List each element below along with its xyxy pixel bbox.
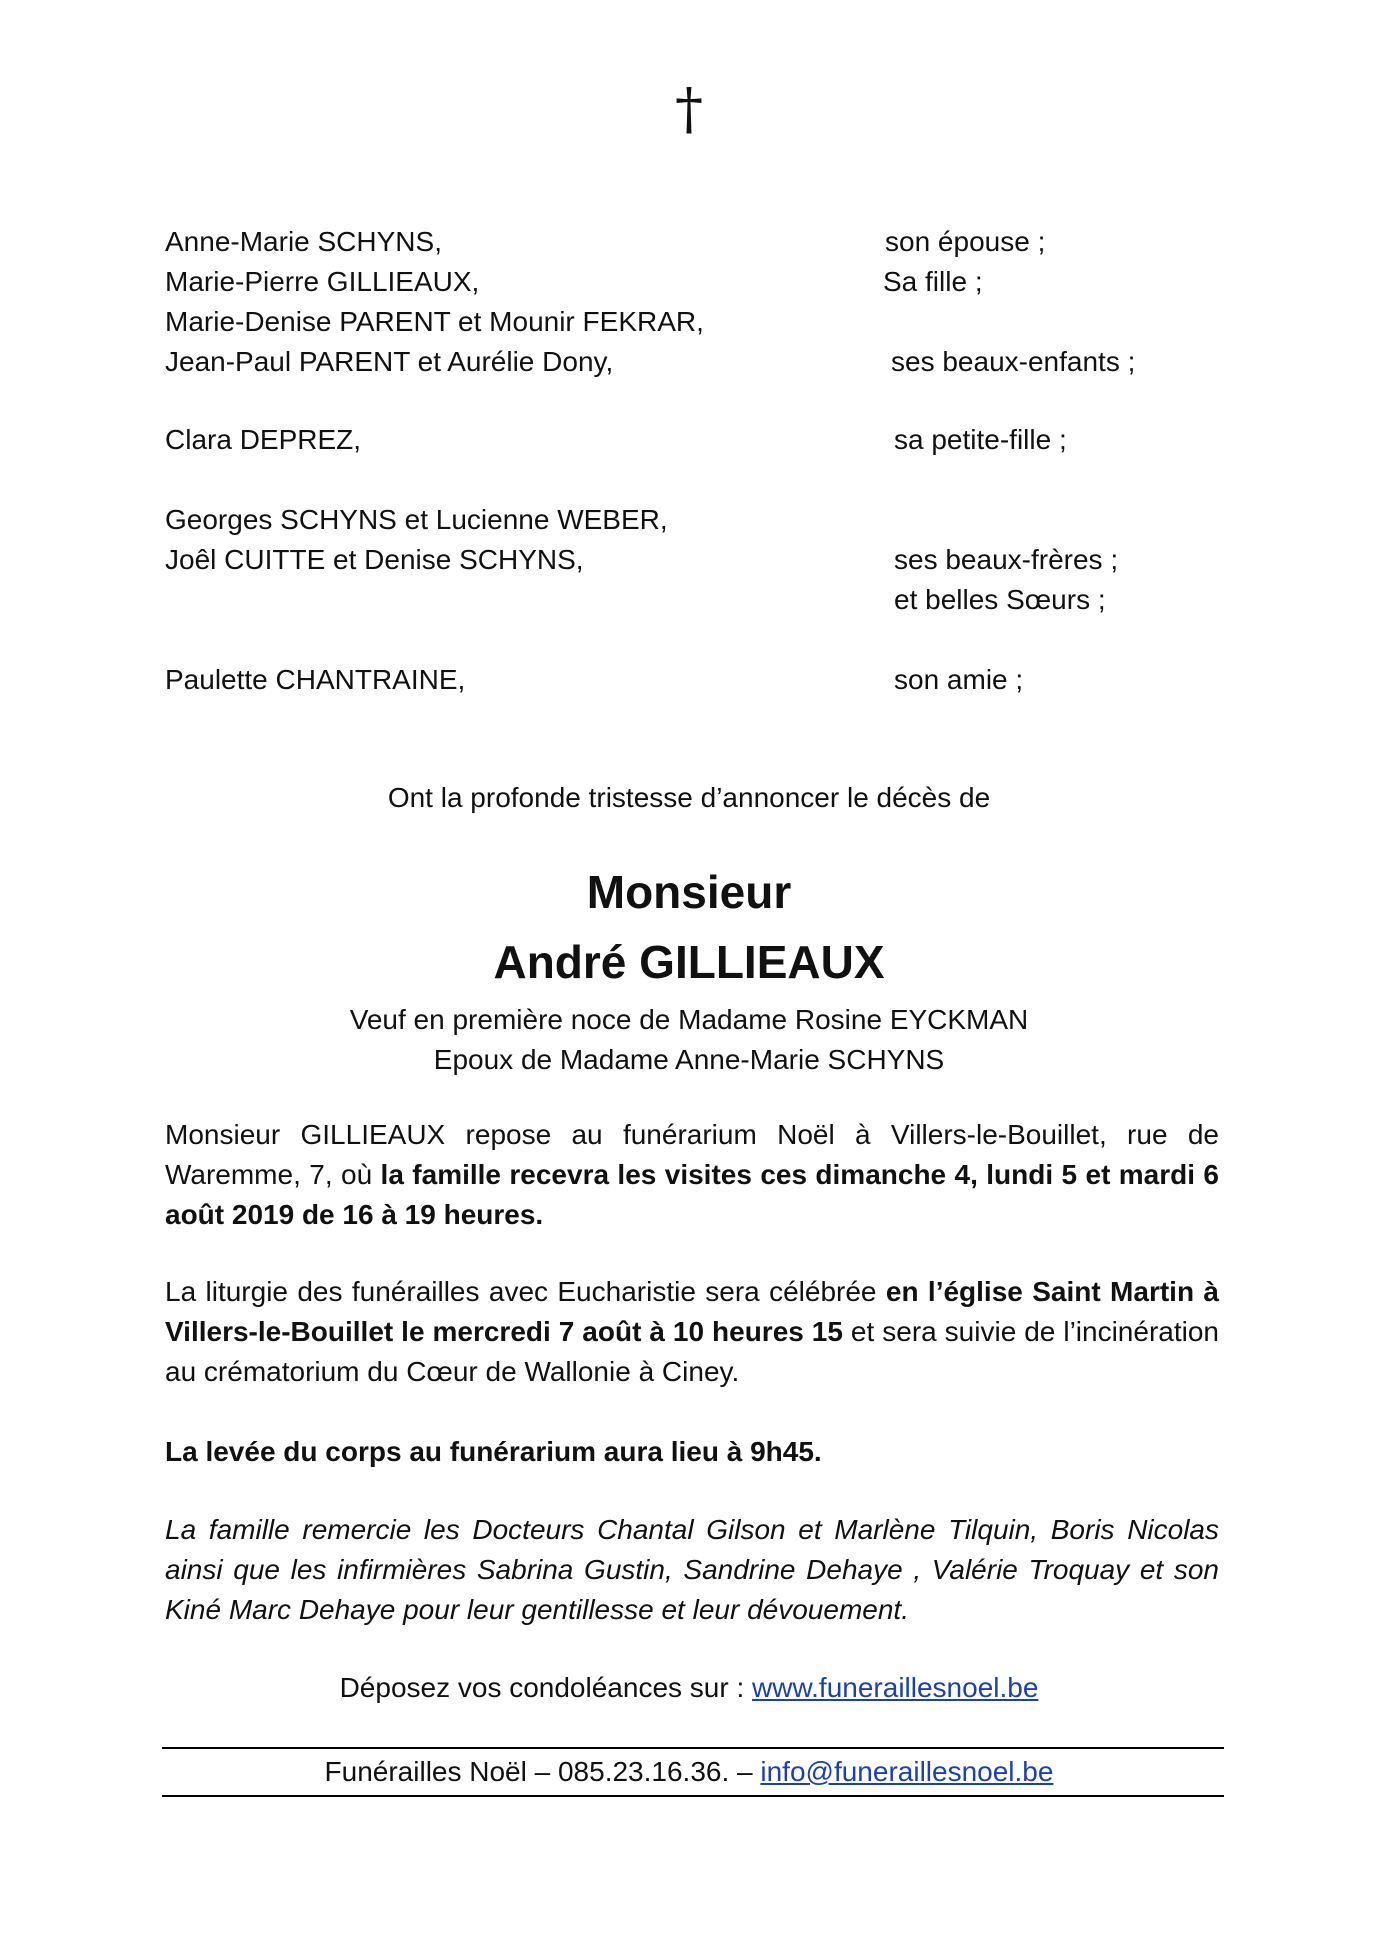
announcement-text: Ont la profonde tristesse d’annoncer le décès de (387, 782, 991, 813)
family-relation-1: son épouse ; (885, 226, 1046, 257)
family-name-5: Clara DEPREZ, (165, 424, 362, 455)
family-relation-5: sa petite-fille ; (894, 424, 1067, 455)
family-name-1: Anne-Marie SCHYNS, (165, 226, 442, 257)
thanks-paragraph: La famille remercie les Docteurs Chantal Gilson et Marlène Tilquin, Boris Nicolas ainsi que les infirmières Sabrina Gustin, Sandrine Dehaye , Valérie Troquay et son Kiné Marc Dehaye pour leur gentillesse et leur dévouement. (165, 1514, 1219, 1625)
deceased-widower-line: Veuf en première noce de Madame Rosine EYCKMAN (349, 1004, 1029, 1035)
cross-icon: † (675, 77, 703, 142)
deceased-honorific: Monsieur (586, 866, 792, 918)
family-name-6: Georges SCHYNS et Lucienne WEBER, (165, 504, 668, 535)
family-name-4: Jean-Paul PARENT et Aurélie Dony, (165, 346, 614, 377)
deceased-spouse-line: Epoux de Madame Anne-Marie SCHYNS (433, 1044, 945, 1075)
liturgy-after-text: et sera suivie de l’incinération au crématorium du Cœur de Wallonie à Ciney. (165, 1316, 1219, 1387)
footer-bottom-divider (162, 1795, 1224, 1797)
condolences-label: Déposez vos condoléances sur : (339, 1672, 753, 1703)
levee-paragraph (165, 1432, 1219, 1472)
family-name-3: Marie-Denise PARENT et Mounir FEKRAR, (165, 306, 704, 337)
family-name-9: Paulette CHANTRAINE, (165, 664, 466, 695)
family-relation-8: et belles Sœurs ; (894, 584, 1106, 615)
visits-text: Monsieur GILLIEAUX repose au funérarium Noël à Villers-le-Bouillet, rue de Waremme, 7, où (165, 1119, 1219, 1190)
footer-email-link[interactable]: info@funeraillesnoel.be (760, 1756, 1054, 1787)
liturgy-text: La liturgie des funérailles avec Eucharistie sera célébrée (165, 1276, 886, 1307)
family-name-2: Marie-Pierre GILLIEAUX, (165, 266, 480, 297)
family-relation-2: Sa fille ; (883, 266, 983, 297)
footer-top-divider (162, 1747, 1224, 1749)
condolences-website-link[interactable]: www.funeraillesnoel.be (752, 1672, 1039, 1703)
footer-label: Funérailles Noël – 085.23.16.36. – (324, 1756, 761, 1787)
liturgy-bold-text: en l’église Saint Martin à Villers-le-Bouillet le mercredi 7 août à 10 heures 15 (165, 1276, 1219, 1347)
condolences-line (0, 1668, 1378, 1708)
family-relation-9: son amie ; (894, 664, 1024, 695)
liturgy-paragraph (165, 1272, 1219, 1392)
visits-paragraph (165, 1115, 1219, 1235)
levee-text: La levée du corps au funérarium aura lieu à 9h45. (165, 1436, 822, 1467)
family-relation-4: ses beaux-enfants ; (891, 346, 1136, 377)
family-name-7: Joêl CUITTE et Denise SCHYNS, (165, 544, 584, 575)
deceased-name: André GILLIEAUX (493, 936, 885, 988)
footer-line (0, 1752, 1378, 1792)
visits-bold-text: la famille recevra les visites ces dimanche 4, lundi 5 et mardi 6 août 2019 de 16 à 19 heures. (165, 1159, 1219, 1230)
family-relation-7: ses beaux-frères ; (894, 544, 1119, 575)
